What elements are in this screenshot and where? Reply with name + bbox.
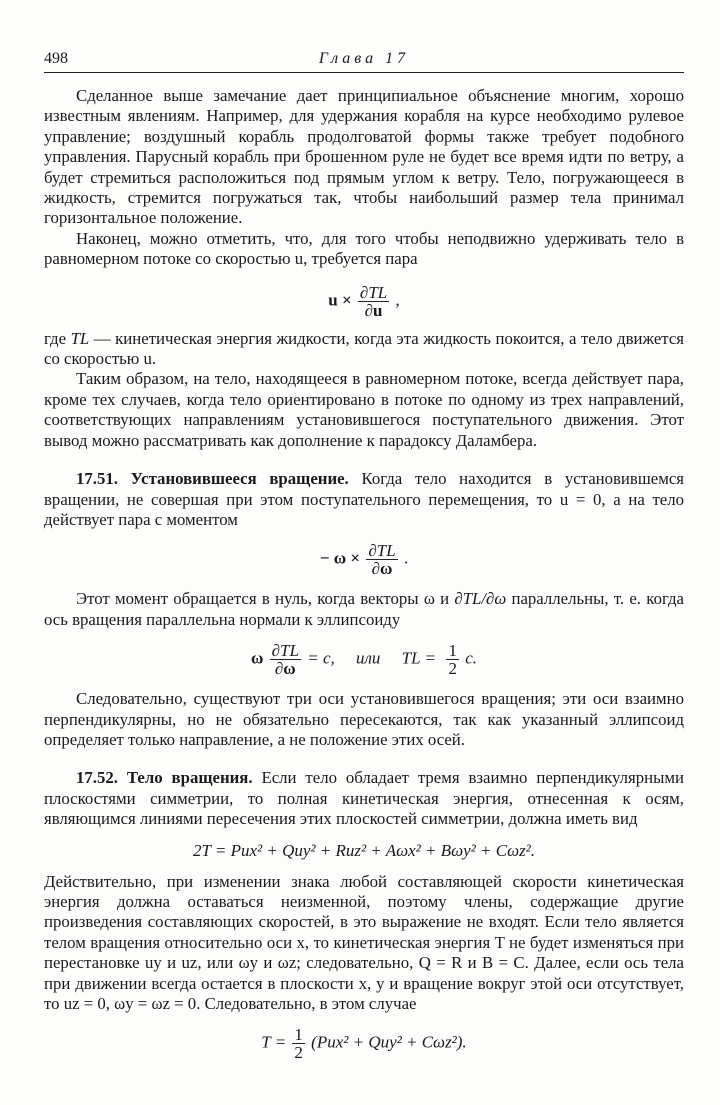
- fraction-denominator: ∂ω: [274, 659, 296, 679]
- section-heading: 17.52. Тело вращения.: [76, 768, 253, 788]
- formula-tail: ,: [395, 290, 400, 310]
- formula-energy: 2T = Pux² + Quy² + Ruz² + Aωx² + Bωy² + Cωz².: [192, 840, 536, 860]
- formula-tail: (Pux² + Quy² + Cωz²).: [311, 1032, 467, 1052]
- formula-ellipsoid: [44, 642, 684, 677]
- header-rule: [44, 72, 684, 73]
- formula-left: u ×: [328, 290, 352, 310]
- paragraph: [44, 589, 684, 630]
- paragraph: [44, 329, 684, 370]
- paragraph: Таким образом, на тело, находящееся в равномерном потоке, всегда действует пара, кроме тех случаев, когда тело ориентировано в потоке по одному из трех направлений, соответствующих направлениям установившегося поступательного движения. Этот вывод можно рассматривать как дополнение к парадоксу Даламбера.: [44, 369, 684, 450]
- fraction-denominator: 2: [448, 659, 457, 679]
- fraction: [366, 542, 397, 577]
- fraction-numerator: ∂TL: [359, 282, 388, 302]
- formula-moment: [44, 542, 684, 577]
- section-heading: 17.51. Установившееся вращение.: [76, 469, 349, 489]
- section-17-52: [44, 768, 684, 829]
- fraction: [270, 642, 301, 677]
- paragraph: Наконец, можно отметить, что, для того чтобы неподвижно удерживать тело в равномерном потоке со скоростью u, требуется пара: [44, 228, 684, 269]
- formula-tail: .: [403, 548, 409, 568]
- fraction: [292, 1026, 305, 1061]
- formula-middle: = c, или TL =: [307, 648, 441, 668]
- formula-left: ω: [250, 648, 264, 668]
- math-expression: ∂TL/∂ω: [454, 589, 507, 609]
- paragraph: Действительно, при изменении знака любой составляющей скорости кинетическая энергия должна оставаться неизменной, поэтому члены, содержащие другие произведения составляющих скоростей, в это выражение не входят. Если тело является телом вращения относительно оси x, то кинетическая энергия T не будет изменяться при перестановке uy и uz, или ωy и ωz; следовательно, Q = R и B = C. Далее, если ось тела при движении всегда остается в плоскости x, y и вращение вокруг этой оси отсутствует, то uz = 0, ωy = ωz = 0. Следовательно, в этом случае: [44, 871, 684, 1013]
- paragraph: Сделанное выше замечание дает принципиальное объяснение многим, хорошо известным явлениям. Например, для удержания корабля на курсе необходимо рулевое управление; воздушный корабль продолговатой формы также требует подобного управления. Парусный корабль при брошенном руле не будет все время идти по ветру, а будет стремиться расположиться под прямым углом к ветру. Тело, погружающееся в жидкость, стремится погружаться так, чтобы наибольший размер тела принимал горизонтальное положение.: [44, 86, 684, 228]
- fraction-denominator: ∂u: [364, 300, 383, 320]
- section-17-51: [44, 469, 684, 530]
- text-run: — кинетическая энергия жидкости, когда эта жидкость покоится, а тело движется со скоростью u.: [44, 328, 685, 369]
- fraction-denominator: ∂ω: [371, 559, 393, 579]
- formula-left: T =: [261, 1032, 291, 1052]
- formula-couple: [44, 284, 684, 319]
- formula-tail: c.: [465, 648, 478, 668]
- body-text: [44, 86, 684, 1061]
- fraction-numerator: ∂TL: [368, 541, 396, 561]
- paragraph: Следовательно, существуют три оси установившегося вращения; эти оси взаимно перпендикулярны, но не обязательно пересекаются, так как указанный эллипсоид определяет только направление, а не положение этих осей.: [44, 689, 684, 749]
- fraction-numerator: ∂TL: [271, 641, 299, 661]
- fraction: [358, 284, 389, 319]
- math-symbol: TL: [70, 328, 90, 348]
- fraction-numerator: 1: [448, 641, 457, 661]
- text-run: Этот момент обращается в нуль, когда векторы ω и: [76, 589, 455, 609]
- text-run: Если тело обладает тремя взаимно перпендикулярными плоскостями симметрии, то полная кинетическая энергия, отнесенная к осям, являющимся линиями пересечения этих плоскостей симметрии, должна иметь вид: [44, 768, 685, 829]
- text-run: параллельны, т. е. когда ось вращения параллельна нормали к эллипсоиду: [44, 589, 685, 629]
- text-run: Когда тело находится в установившемся вращении, не совершая при этом поступательного перемещения, то u = 0, а на тело действует пара с моментом: [44, 469, 684, 529]
- fraction-denominator: 2: [294, 1043, 303, 1063]
- formula-left: − ω ×: [319, 548, 361, 568]
- fraction-numerator: 1: [294, 1025, 303, 1045]
- text-run: где: [44, 328, 71, 348]
- chapter-title: Глава 17: [318, 50, 410, 67]
- page-number: 498: [44, 50, 68, 67]
- fraction: [446, 642, 459, 677]
- page-header: [44, 50, 684, 74]
- formula-energy-revolution: [44, 1026, 684, 1061]
